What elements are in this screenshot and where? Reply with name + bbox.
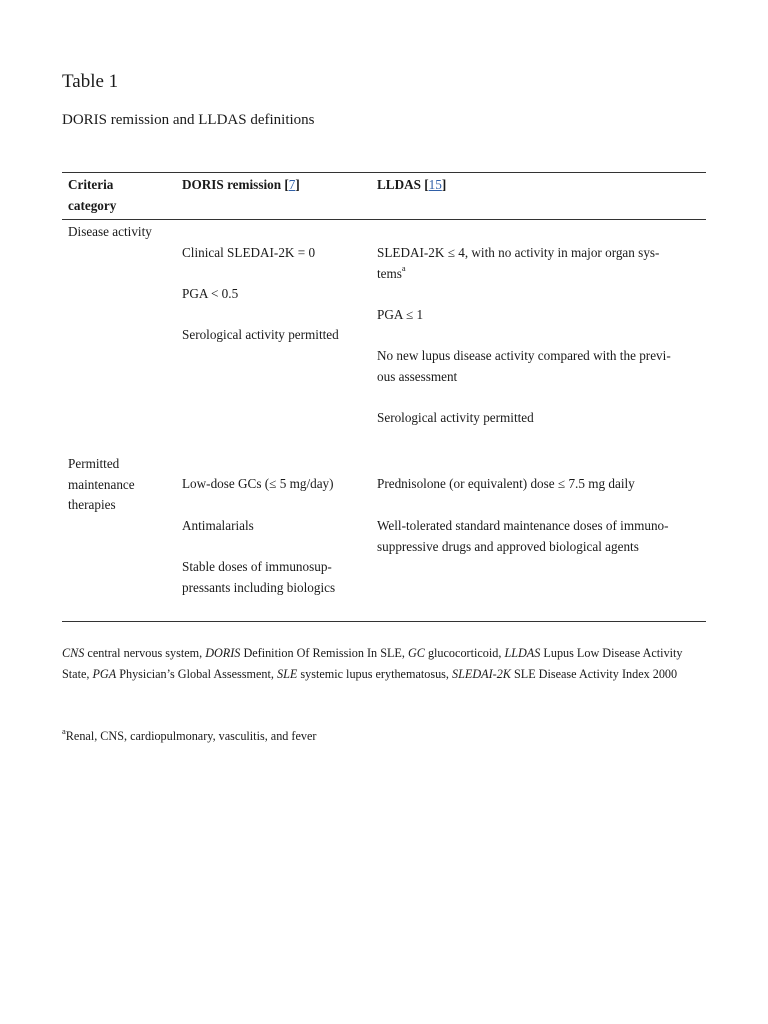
header-lldas-close: ] (441, 177, 447, 192)
lldas-sledai-line2: tems (377, 265, 402, 281)
lldas-no-new-activity (377, 346, 699, 387)
doris-low-dose-gcs: Low-dose GCs (≤ 5 mg/day) (182, 476, 334, 491)
doris-pga: PGA < 0.5 (182, 286, 239, 301)
abbr-doris: DORIS (205, 646, 241, 660)
lldas-sledai (377, 243, 699, 284)
abbr-sledai: SLEDAI-2K (452, 667, 511, 681)
lldas-serological: Serological activity permitted (377, 410, 534, 425)
row-category-disease-activity: Disease activity (68, 224, 152, 239)
maintenance-category-line3: therapies (68, 497, 116, 512)
reference-link-15[interactable]: 15 (428, 177, 442, 192)
footnote-marker-a: a (401, 263, 406, 274)
lldas-maintenance-line1: Well-tolerated standard maintenance doses of immuno- (377, 518, 669, 533)
doris-immunosuppressants-line1: Stable doses of immunosup- (182, 559, 332, 574)
table-label: Table 1 (62, 71, 119, 92)
abbr-lldas-def: Lupus Low Disease Activity State, (62, 646, 683, 681)
abbr-sle-def: systemic lupus erythematosus, (297, 667, 453, 681)
header-doris-remission (182, 175, 367, 196)
lldas-maintenance-doses (377, 516, 699, 557)
footnote-a-mark: a (62, 725, 66, 736)
table-header-rule (62, 219, 706, 220)
header-lldas (377, 175, 699, 196)
lldas-no-new-activity-line1: No new lupus disease activity compared with the previ- (377, 348, 671, 363)
doris-antimalarials: Antimalarials (182, 518, 254, 533)
abbr-sledai-def: SLE Disease Activity Index 2000 (510, 667, 678, 681)
abbr-cns: CNS (62, 646, 85, 660)
abbr-pga-def: Physician’s Global Assessment, (116, 667, 277, 681)
abbr-sle: SLE (276, 667, 298, 681)
header-criteria-line1: Criteria (68, 177, 114, 192)
abbr-gc-def: glucocorticoid, (424, 646, 505, 660)
lldas-maintenance-line2: suppressive drugs and approved biological agents (377, 538, 639, 554)
reference-link-7[interactable]: 7 (288, 177, 296, 192)
table-caption: DORIS remission and LLDAS definitions (62, 112, 315, 128)
lldas-no-new-activity-line2: ous assessment (377, 368, 458, 384)
header-lldas-label: LLDAS [ (377, 177, 429, 192)
lldas-sledai-line1: SLEDAI-2K ≤ 4, with no activity in major organ sys- (377, 245, 660, 260)
header-doris-label: DORIS remission [ (182, 177, 289, 192)
abbr-doris-def: Definition Of Remission In SLE, (240, 646, 408, 660)
header-criteria-category (68, 175, 178, 216)
header-doris-close: ] (295, 177, 300, 192)
table-bottom-rule (62, 621, 706, 622)
footnote-a-text: Renal, CNS, cardiopulmonary, vasculitis, and fever (65, 729, 317, 743)
abbr-gc: GC (407, 646, 425, 660)
table-footnote-a (62, 726, 706, 747)
table-abbreviations-note (62, 643, 706, 685)
maintenance-category-line1: Permitted (68, 456, 120, 471)
doris-immunosuppressants-line2: pressants including biologics (182, 579, 336, 595)
header-criteria-line2: category (68, 197, 117, 213)
abbr-pga: PGA (92, 667, 117, 681)
doris-serological: Serological activity permitted (182, 327, 339, 342)
maintenance-category-line2: maintenance (68, 476, 135, 492)
doris-immunosuppressants (182, 557, 367, 598)
abbr-lldas: LLDAS (504, 646, 541, 660)
abbr-cns-def: central nervous system, (84, 646, 206, 660)
lldas-pga: PGA ≤ 1 (377, 307, 424, 322)
table-top-rule (62, 172, 706, 173)
lldas-prednisolone: Prednisolone (or equivalent) dose ≤ 7.5 mg daily (377, 476, 635, 491)
row-category-maintenance (68, 454, 178, 516)
doris-clinical-sledai: Clinical SLEDAI-2K = 0 (182, 245, 316, 260)
